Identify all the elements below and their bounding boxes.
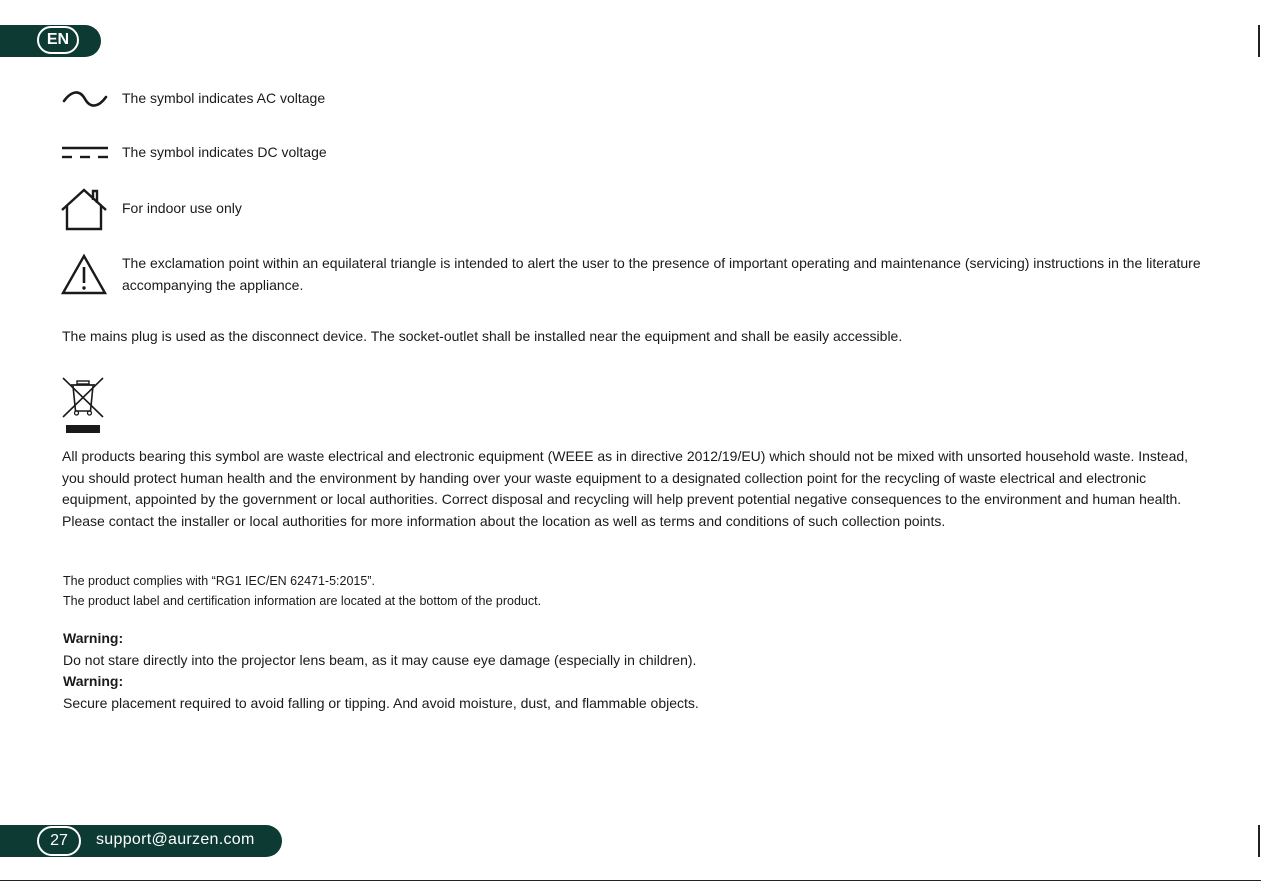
compliance-line-2: The product label and certification information are located at the bottom of the product.: [63, 594, 542, 608]
indoor-use-text: For indoor use only: [122, 200, 242, 216]
warning-text-1: Do not stare directly into the projector lens beam, as it may cause eye damage (especially in children).: [63, 652, 697, 668]
dc-voltage-icon: [62, 145, 108, 161]
ac-voltage-icon: [62, 90, 108, 108]
support-email[interactable]: support@aurzen.com: [96, 831, 255, 848]
warning-triangle-text: The exclamation point within an equilateral triangle is intended to alert the user to the presence of important operating and maintenance (servicing) instructions in the literature accompanying the appliance.: [122, 255, 1201, 293]
warning-label-1: Warning:: [63, 630, 124, 646]
crossed-bin-icon: [62, 377, 104, 435]
page-number: 27: [37, 826, 81, 856]
weee-text: All products bearing this symbol are waste electrical and electronic equipment (WEEE as in directive 2012/19/EU) which should not be mixed with unsorted household waste. Instead, you should protect human health and the environment by handing over your waste equipment to a designated collection point for the recycling of waste electrical and electronic equipment, appointed by the government or local authorities. Correct disposal and recycling will help prevent potential negative consequences to the environment and human health. Please contact the installer or local authorities for more information about the location as well as terms and conditions of such collection points.: [62, 448, 1189, 529]
warning-triangle-icon: [61, 253, 107, 295]
language-badge: EN: [37, 26, 79, 54]
house-icon: [60, 188, 108, 232]
disconnect-note: The mains plug is used as the disconnect device. The socket-outlet shall be installed near the equipment and shall be easily accessible.: [62, 328, 903, 344]
compliance-line-1: The product complies with “RG1 IEC/EN 62471-5:2015”.: [63, 574, 375, 588]
ac-voltage-text: The symbol indicates AC voltage: [122, 90, 326, 106]
edge-mark-bottom: [1258, 825, 1260, 857]
bottom-rule: [0, 880, 1261, 881]
warning-text-2: Secure placement required to avoid falling or tipping. And avoid moisture, dust, and flammable objects.: [63, 695, 699, 711]
dc-voltage-text: The symbol indicates DC voltage: [122, 144, 327, 160]
edge-mark-top: [1258, 25, 1260, 57]
warning-label-2: Warning:: [63, 673, 124, 689]
